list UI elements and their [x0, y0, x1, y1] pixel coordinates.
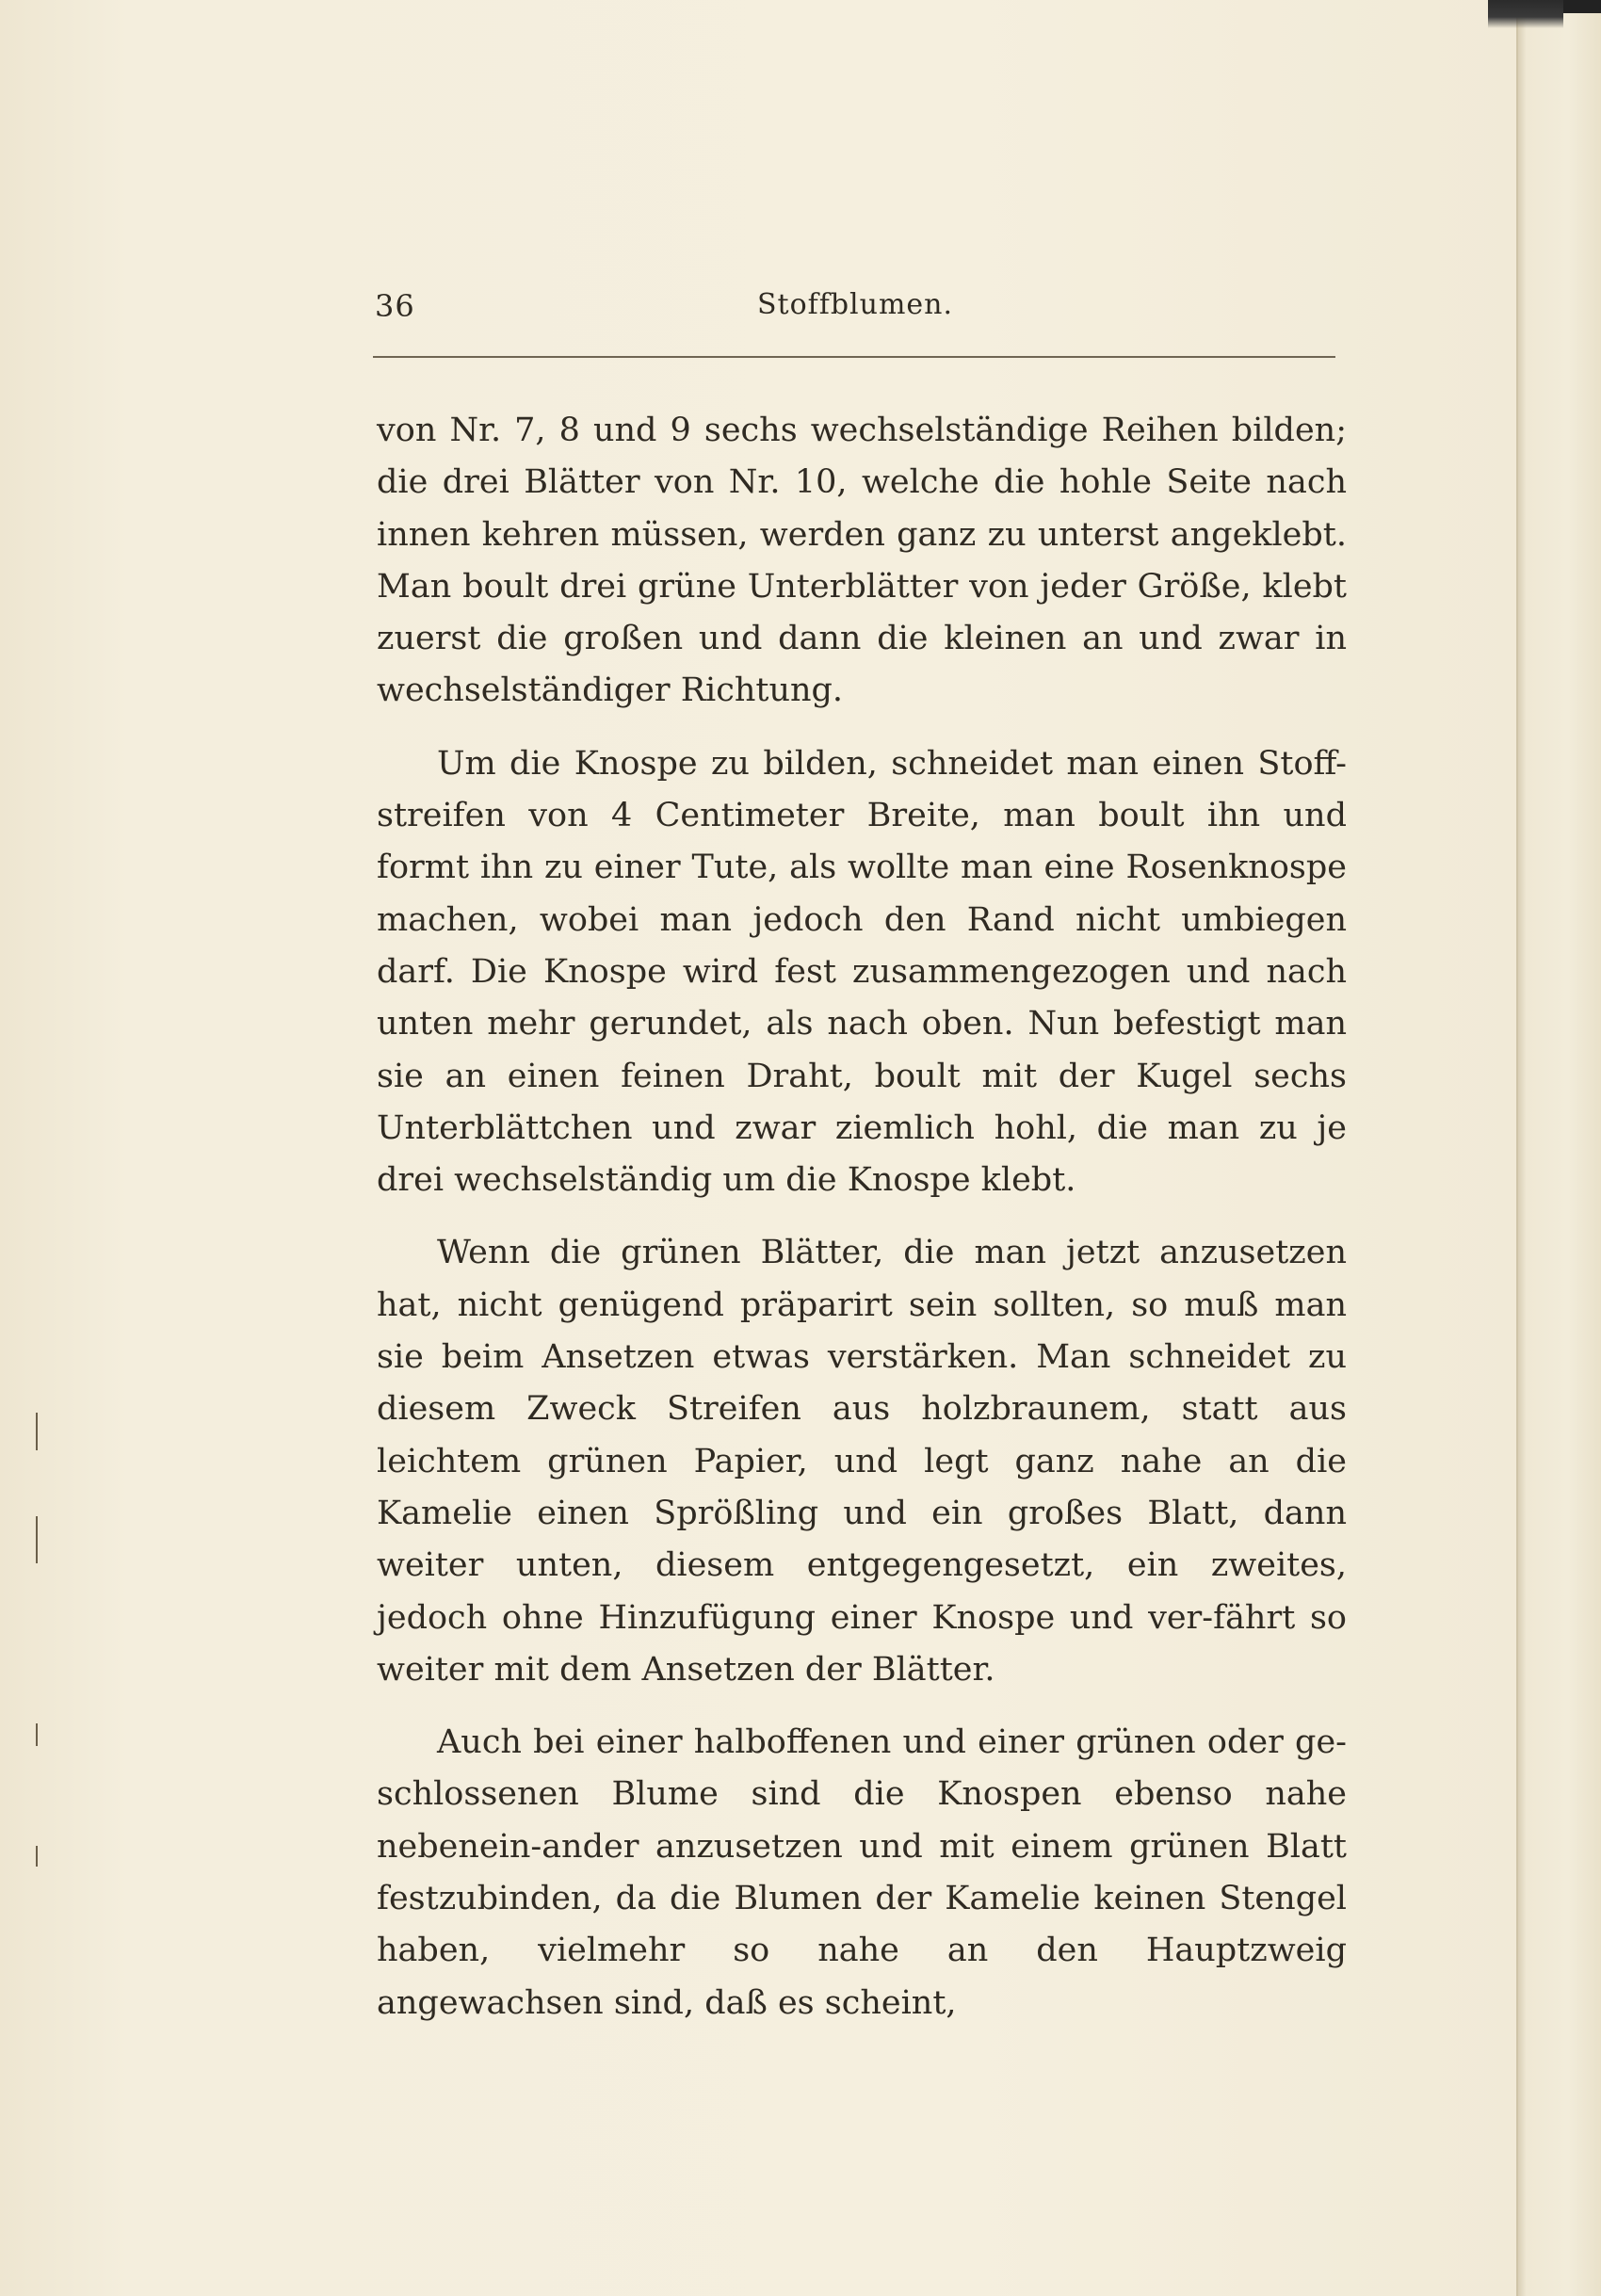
margin-mark: [36, 1413, 38, 1450]
page-edge: [1516, 0, 1601, 2296]
margin-mark: [36, 1846, 38, 1867]
page-number: 36: [375, 288, 415, 324]
paragraph: von Nr. 7, 8 und 9 sechs wechselständige Reihen bilden; die drei Blätter von Nr. 10, welche die hohle Seite nach innen kehren müssen, werden ganz zu unterst angeklebt. Man boult drei grüne Unterblätter von jeder Größe, klebt zuerst die großen und dann die kleinen an und zwar in wechselständiger Richtung.: [377, 412, 1347, 710]
margin-mark: [36, 1723, 38, 1746]
margin-mark: [36, 1516, 38, 1563]
scan-corner-mark: [1488, 0, 1563, 28]
paragraph: Um die Knospe zu bilden, schneidet man einen Stoff-streifen von 4 Centimeter Breite, man boult ihn und formt ihn zu einer Tute, als wollte man eine Rosenknospe machen, wobei man jedoch den Rand nicht umbiegen darf. Die Knospe wird fest zusammengezogen und nach unten mehr gerundet, als nach oben. Nun befestigt man sie an einen feinen Draht, boult mit der Kugel sechs Unterblättchen und zwar ziemlich hohl, die man zu je drei wechselständig um die Knospe klebt.: [377, 744, 1347, 1200]
body-text: [377, 405, 1347, 2029]
header-rule: [373, 356, 1335, 358]
scan-corner-mark-dark: [1563, 0, 1601, 13]
page-header: [375, 288, 1335, 337]
running-head: Stoffblumen.: [756, 288, 954, 321]
paragraph: Auch bei einer halboffenen und einer grünen oder ge-schlossenen Blume sind die Knospen ebenso nahe nebenein-ander anzusetzen und mit einem grünen Blatt festzubinden, da die Blumen der Kamelie keinen Stengel haben, vielmehr so nahe an den Hauptzweig angewachsen sind, daß es scheint,: [377, 1723, 1347, 2022]
paragraph: Wenn die grünen Blätter, die man jetzt anzusetzen hat, nicht genügend präparirt sein sollten, so muß man sie beim Ansetzen etwas verstärken. Man schneidet zu diesem Zweck Streifen aus holzbraunem, statt aus leichtem grünen Papier, und legt ganz nahe an die Kamelie einen Sprößling und ein großes Blatt, dann weiter unten, diesem entgegengesetzt, ein zweites, jedoch ohne Hinzufügung einer Knospe und ver-fährt so weiter mit dem Ansetzen der Blätter.: [377, 1234, 1347, 1689]
